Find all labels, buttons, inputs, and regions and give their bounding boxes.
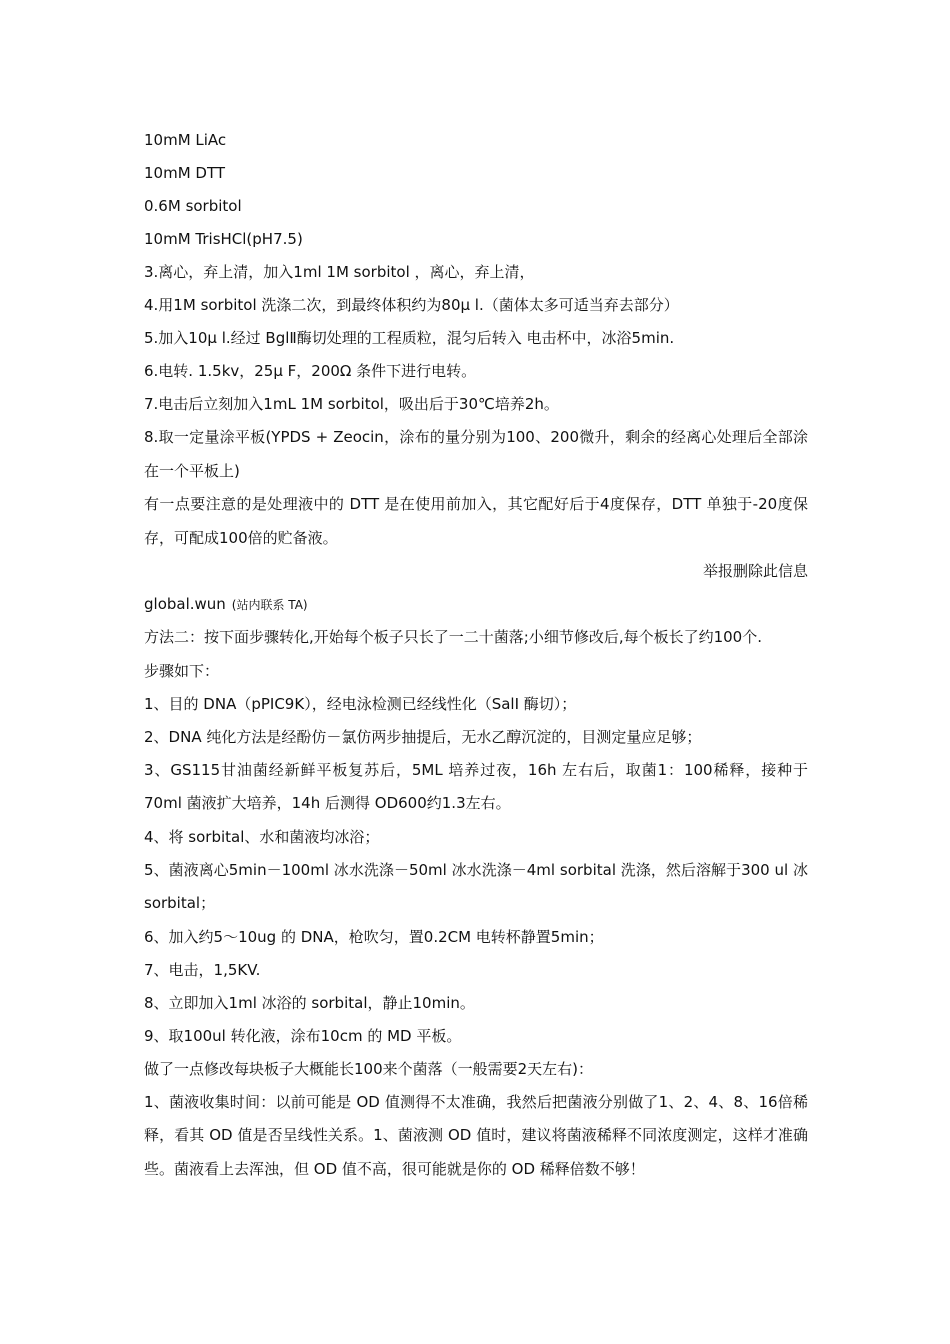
method-two-step-4: 4、将 sorbital、水和菌液均冰浴； xyxy=(144,827,380,846)
author-name[interactable]: global.wun xyxy=(144,595,226,613)
text-line: 7.电击后立刻加入1mL 1M sorbitol，吸出后于30℃培养2h。 xyxy=(144,395,559,413)
method-two-step-8: 8、立即加入1ml 冰浴的 sorbital，静止10min。 xyxy=(144,993,475,1012)
document-body xyxy=(144,124,808,1186)
steps-heading: 步骤如下： xyxy=(144,661,220,680)
method-two-intro: 方法二：按下面步骤转化,开始每个板子只长了一二十菌落;小细节修改后,每个板长了约100个. xyxy=(144,628,762,646)
method-two-step-6: 6、加入约5～10ug 的 DNA，枪吹匀，置0.2CM 电转杯静置5min； xyxy=(144,927,604,946)
method-two-step-5: 5、菌液离心5min－100ml 冰水洗涤－50ml 冰水洗涤－4ml sorbital 洗涤，然后溶解于300 ul 冰 sorbital； xyxy=(144,860,808,912)
method-two-step-1: 1、目的 DNA（pPIC9K），经电泳检测已经线性化（SalI 酶切）； xyxy=(144,694,577,713)
text-line: 0.6M sorbitol xyxy=(144,197,242,215)
dtt-note-paragraph: 有一点要注意的是处理液中的 DTT 是在使用前加入，其它配好后于4度保存，DTT 单独于-20度保存，可配成100倍的贮备液。 xyxy=(144,495,808,547)
text-line: 10mM TrisHCl(pH7.5) xyxy=(144,230,303,248)
contact-author-link[interactable]: (站内联系 TA) xyxy=(231,598,308,612)
text-line: 5.加入10μ l.经过 BglⅡ酶切处理的工程质粒，混匀后转入 电击杯中，冰浴5min. xyxy=(144,329,675,347)
modification-heading: 做了一点修改每块板子大概能长100来个菌落（一般需要2天左右)： xyxy=(144,1059,594,1078)
text-line: 4.用1M sorbitol 洗涤二次，到最终体积约为80μ l.（菌体太多可适当弃去部分） xyxy=(144,296,679,314)
method-two-step-7: 7、电击，1,5KV. xyxy=(144,960,261,979)
text-line: 6.电转. 1.5kv，25μ F，200Ω 条件下进行电转。 xyxy=(144,362,477,380)
author-line xyxy=(144,588,808,621)
step-8-paragraph: 8.取一定量涂平板(YPDS + Zeocin，涂布的量分别为100、200微升，剩余的经离心处理后全部涂在一个平板上) xyxy=(144,428,808,480)
modification-1-paragraph: 1、菌液收集时间：以前可能是 OD 值测得不太准确，我然后把菌液分别做了1、2、4、8、16倍稀释，看其 OD 值是否呈线性关系。1、菌液测 OD 值时，建议将菌液稀释不同浓度测定，这样才准确些。菌液看上去浑浊，但 OD 值不高，很可能就是你的 OD 稀释倍数不够！ xyxy=(144,1092,808,1178)
report-delete-link[interactable]: 举报删除此信息 xyxy=(702,562,808,580)
method-two-step-9: 9、取100ul 转化液，涂布10cm 的 MD 平板。 xyxy=(144,1026,462,1045)
method-two-step-3: 3、GS115甘油菌经新鲜平板复苏后，5ML 培养过夜，16h 左右后，取菌1：100稀释，接种于70ml 菌液扩大培养，14h 后测得 OD600约1.3左右。 xyxy=(144,760,808,812)
text-line: 10mM DTT xyxy=(144,164,226,182)
text-line: 3.离心，弃上清，加入1ml 1M sorbitol ，离心，弃上清， xyxy=(144,263,535,281)
text-line: 10mM LiAc xyxy=(144,131,227,149)
method-two-step-2: 2、DNA 纯化方法是经酚仿－氯仿两步抽提后，无水乙醇沉淀的，目测定量应足够； xyxy=(144,727,702,746)
